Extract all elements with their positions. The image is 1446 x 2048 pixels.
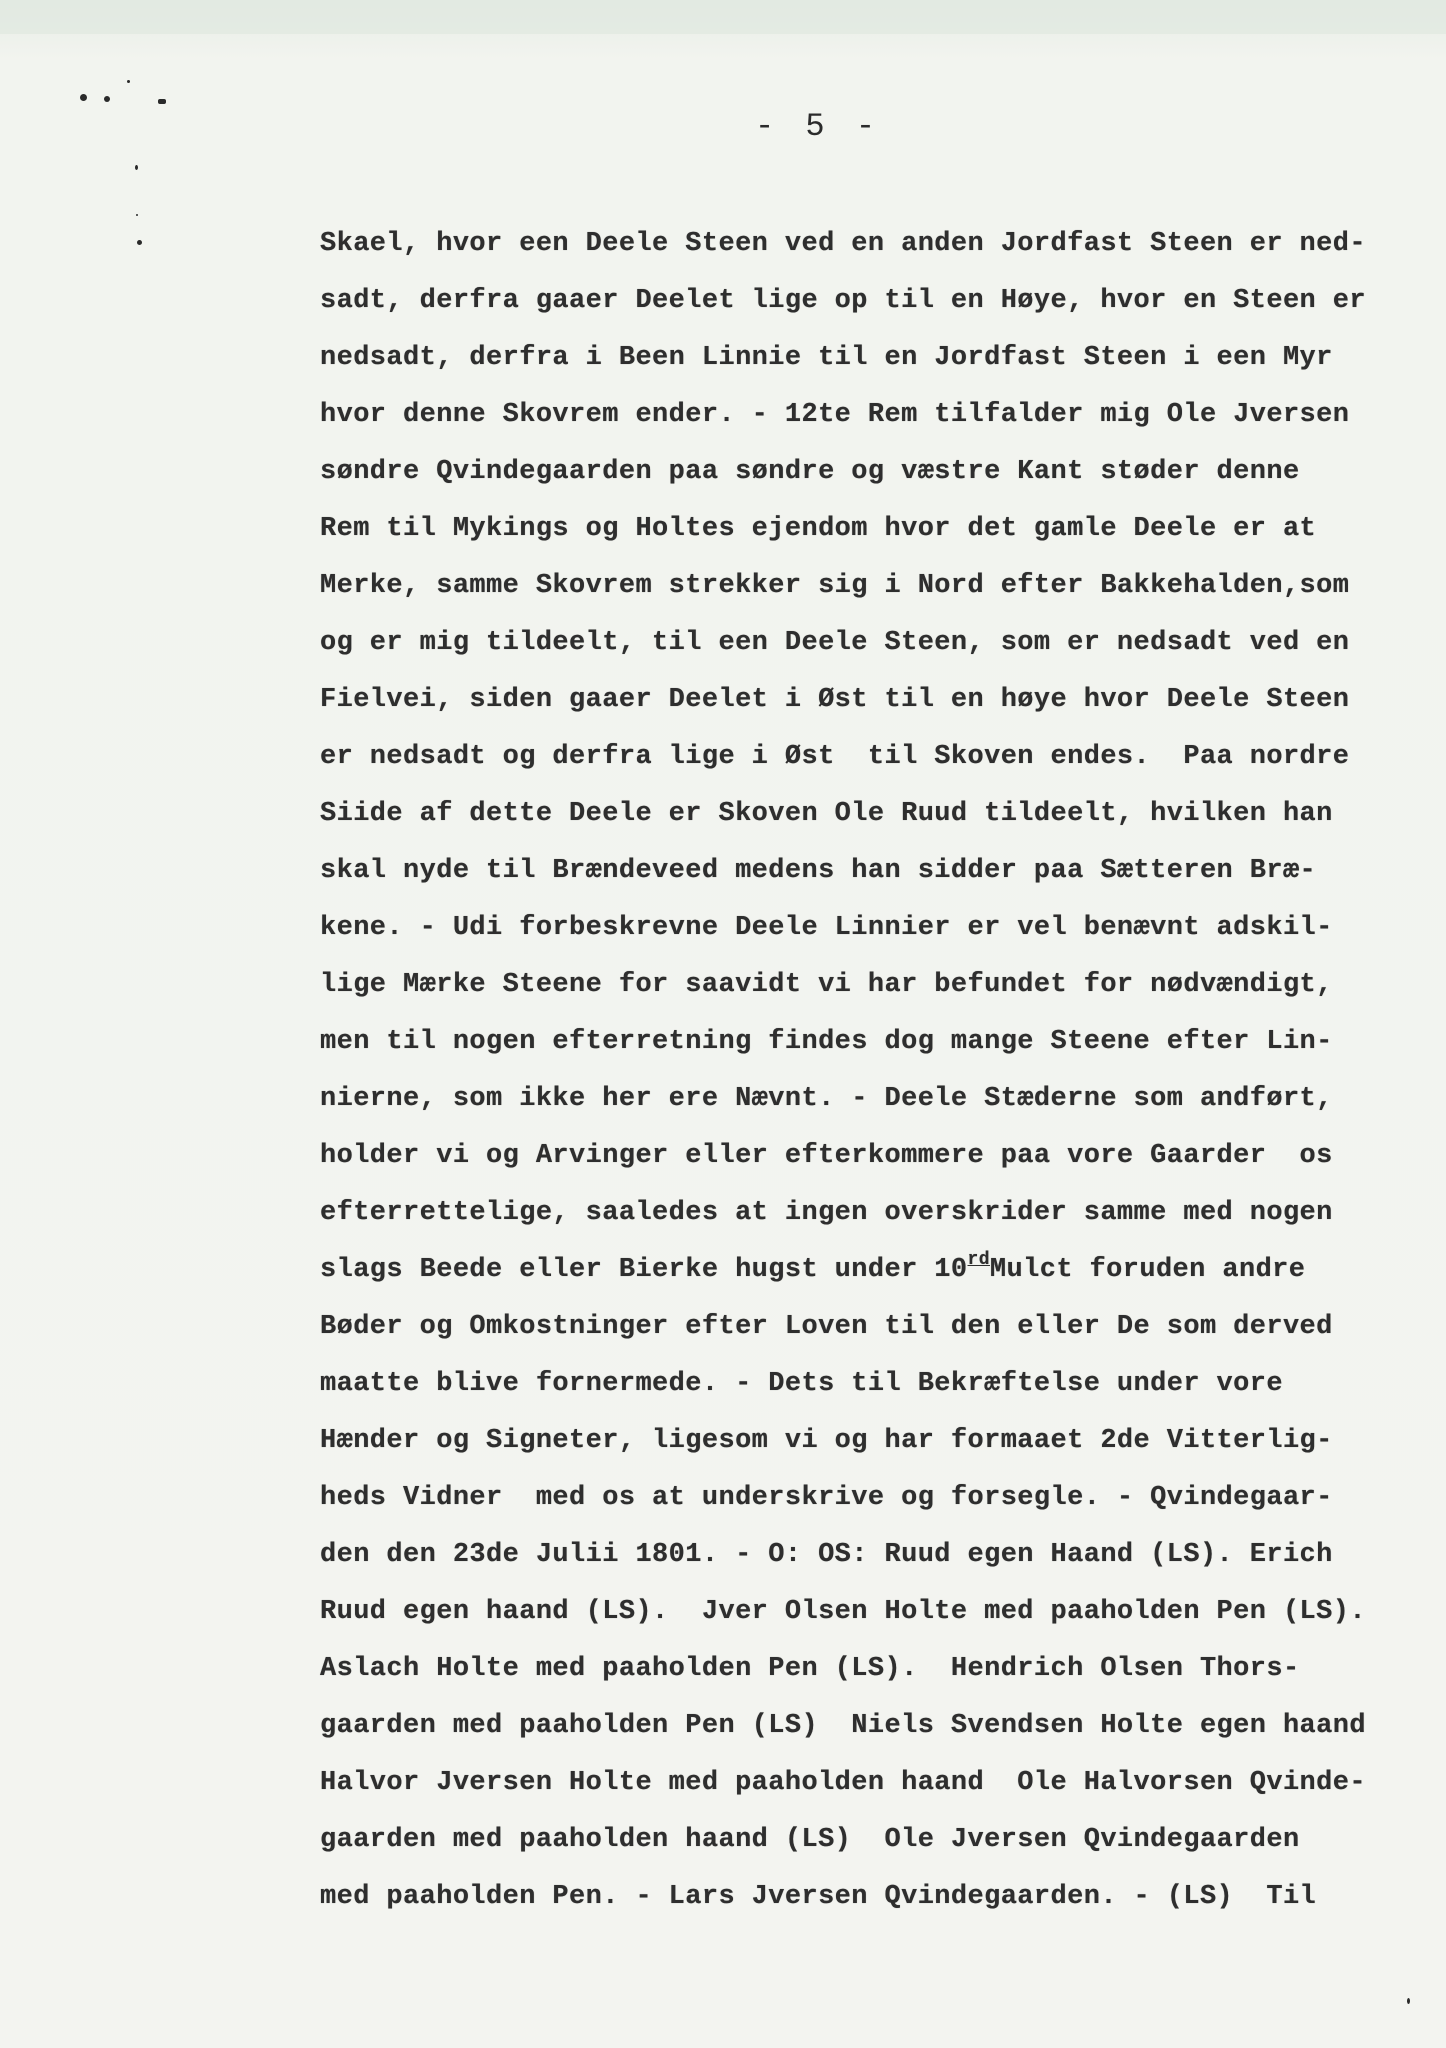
scan-speck bbox=[1407, 1998, 1410, 2004]
text-line: Halvor Jversen Holte med paaholden haand Ole Halvorsen Qvinde- bbox=[320, 1768, 1366, 1798]
scan-speck bbox=[80, 94, 87, 101]
scan-top-band bbox=[0, 0, 1446, 34]
text-line: sadt, derfra gaaer Deelet lige op til en Høye, hvor en Steen er bbox=[320, 286, 1366, 316]
text-line: Bøder og Omkostninger efter Loven til den eller De som derved bbox=[320, 1312, 1333, 1342]
body-text bbox=[320, 216, 1430, 1926]
text-line: søndre Qvindegaarden paa søndre og væstre Kant støder denne bbox=[320, 457, 1300, 487]
text-line: nierne, som ikke her ere Nævnt. - Deele Stæderne som andført, bbox=[320, 1084, 1333, 1114]
scan-speck bbox=[127, 80, 130, 83]
text-line: nedsadt, derfra i Been Linnie til en Jordfast Steen i een Myr bbox=[320, 343, 1333, 373]
page-number: - 5 - bbox=[755, 108, 882, 145]
text-line: Merke, samme Skovrem strekker sig i Nord efter Bakkehalden,som bbox=[320, 571, 1350, 601]
text-line: Hænder og Signeter, ligesom vi og har formaaet 2de Vitterlig- bbox=[320, 1426, 1333, 1456]
text-line: Siide af dette Deele er Skoven Ole Ruud tildeelt, hvilken han bbox=[320, 799, 1333, 829]
text-line: maatte blive fornermede. - Dets til Bekræftelse under vore bbox=[320, 1369, 1283, 1399]
text-line: Ruud egen haand (LS). Jver Olsen Holte med paaholden Pen (LS). bbox=[320, 1597, 1366, 1627]
text-line: med paaholden Pen. - Lars Jversen Qvindegaarden. - (LS) Til bbox=[320, 1882, 1317, 1912]
scan-speck bbox=[104, 96, 110, 102]
text-line: efterrettelige, saaledes at ingen overskrider samme med nogen bbox=[320, 1198, 1333, 1228]
text-line: gaarden med paaholden Pen (LS) Niels Svendsen Holte egen haand bbox=[320, 1711, 1366, 1741]
text-line: Rem til Mykings og Holtes ejendom hvor det gamle Deele er at bbox=[320, 514, 1317, 544]
text-line: skal nyde til Brændeveed medens han sidder paa Sætteren Bræ- bbox=[320, 856, 1317, 886]
text-line: og er mig tildeelt, til een Deele Steen, som er nedsadt ved en bbox=[320, 628, 1350, 658]
scan-speck bbox=[136, 214, 138, 216]
text-line: Aslach Holte med paaholden Pen (LS). Hendrich Olsen Thors- bbox=[320, 1654, 1300, 1684]
superscript-abbreviation: rd bbox=[967, 1250, 990, 1270]
text-segment: Mulct foruden andre bbox=[989, 1255, 1306, 1285]
text-line: hvor denne Skovrem ender. - 12te Rem tilfalder mig Ole Jversen bbox=[320, 400, 1350, 430]
text-line: er nedsadt og derfra lige i Øst til Skoven endes. Paa nordre bbox=[320, 742, 1350, 772]
scan-speck bbox=[137, 240, 142, 245]
text-line: men til nogen efterretning findes dog mange Steene efter Lin- bbox=[320, 1027, 1333, 1057]
text-line: den den 23de Julii 1801. - O: OS: Ruud egen Haand (LS). Erich bbox=[320, 1540, 1333, 1570]
text-line: lige Mærke Steene for saavidt vi har befundet for nødvændigt, bbox=[320, 970, 1333, 1000]
text-segment: slags Beede eller Bierke hugst under 10 bbox=[320, 1255, 968, 1285]
text-line: Fielvei, siden gaaer Deelet i Øst til en høye hvor Deele Steen bbox=[320, 685, 1350, 715]
scan-speck bbox=[135, 165, 138, 170]
text-line: kene. - Udi forbeskrevne Deele Linnier er vel benævnt adskil- bbox=[320, 913, 1333, 943]
text-line: Skael, hvor een Deele Steen ved en anden Jordfast Steen er ned- bbox=[320, 229, 1366, 259]
text-line bbox=[320, 1242, 1430, 1299]
text-line: holder vi og Arvinger eller efterkommere paa vore Gaarder os bbox=[320, 1141, 1333, 1171]
text-line: gaarden med paaholden haand (LS) Ole Jversen Qvindegaarden bbox=[320, 1825, 1300, 1855]
text-line: heds Vidner med os at underskrive og forsegle. - Qvindegaar- bbox=[320, 1483, 1333, 1513]
scan-speck bbox=[158, 99, 166, 104]
